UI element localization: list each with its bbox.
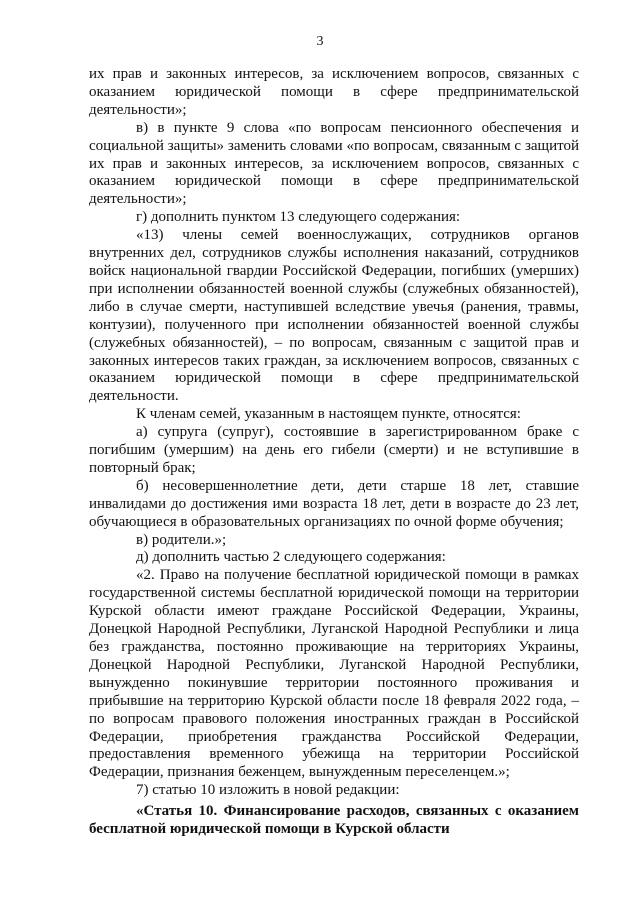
paragraph-item-7: 7) статью 10 изложить в новой редакции: [136, 782, 400, 799]
page-number: 3 [316, 34, 324, 49]
paragraph-rights-continuation: их прав и законных интересов, за исключением вопросов, связанных с оказанием юридической помощи в сфере предпринимательской деятельности»; [89, 66, 579, 118]
article-10-heading: «Статья 10. Финансирование расходов, связанных с оказанием бесплатной юридической помощи в Курской области [89, 803, 579, 838]
paragraph-item-v: в) в пункте 9 слова «по вопросам пенсионного обеспечения и социальной защиты» заменить словами «по вопросам, связанным с защитой их прав и законных интересов, за исключением вопросов, связанных с оказанием юридической помощи в сфере предпринимательской деятельности»; [89, 119, 579, 208]
paragraph-point-13: «13) члены семей военнослужащих, сотрудников органов внутренних дел, сотрудников службы исполнения наказаний, сотрудников войск национальной гвардии Российской Федерации, погибших (умерших) при исполнении обязанностей военной службы (служебных обязанностей), либо в случае смерти, наступившей вследствие увечья (ранения, травмы, контузии), полученного при исполнении обязанностей военной службы (служебных обязанностей), – по вопросам, связанным с защитой прав и законных интересов таких граждан, за исключением вопросов, связанных с оказанием юридической помощи в сфере предпринимательской деятельности. [89, 227, 579, 405]
paragraph-subitem-a: а) супруга (супруг), состоявшие в зарегистрированном браке с погибшим (умершим) на день его гибели (смерти) и не вступившие в повторный брак; [89, 424, 579, 476]
paragraph-item-g: г) дополнить пунктом 13 следующего содержания: [136, 209, 461, 226]
document-body [89, 66, 579, 839]
paragraph-subitem-v: в) родители.»; [136, 531, 227, 548]
paragraph-family-members: К членам семей, указанным в настоящем пункте, относятся: [136, 406, 521, 423]
paragraph-subitem-b: б) несовершеннолетние дети, дети старше 18 лет, ставшие инвалидами до достижения ими возраста 18 лет, дети в возрасте до 23 лет, обучающиеся в образовательных организациях по очной форме обучения; [89, 477, 579, 530]
paragraph-item-d: д) дополнить частью 2 следующего содержания: [136, 549, 446, 566]
paragraph-part-2: «2. Право на получение бесплатной юридической помощи в рамках государственной системы бесплатной юридической помощи на территории Курской области имеют граждане Российской Федерации, Украины, Донецкой Народной Республики, Луганской Народной Республики и лица без гражданства, постоянно проживающие на территориях Украины, Донецкой Народной Республики, Луганской Народной Республики, вынужденно покинувшие территории постоянного проживания и прибывшие на территорию Курской области после 18 февраля 2022 года, – по вопросам правового положения иностранных граждан в Российской Федерации, приобретения гражданства Российской Федерации, предоставления временного убежища на территории Российской Федерации, признания беженцем, вынужденным переселенцем.»; [89, 567, 579, 781]
